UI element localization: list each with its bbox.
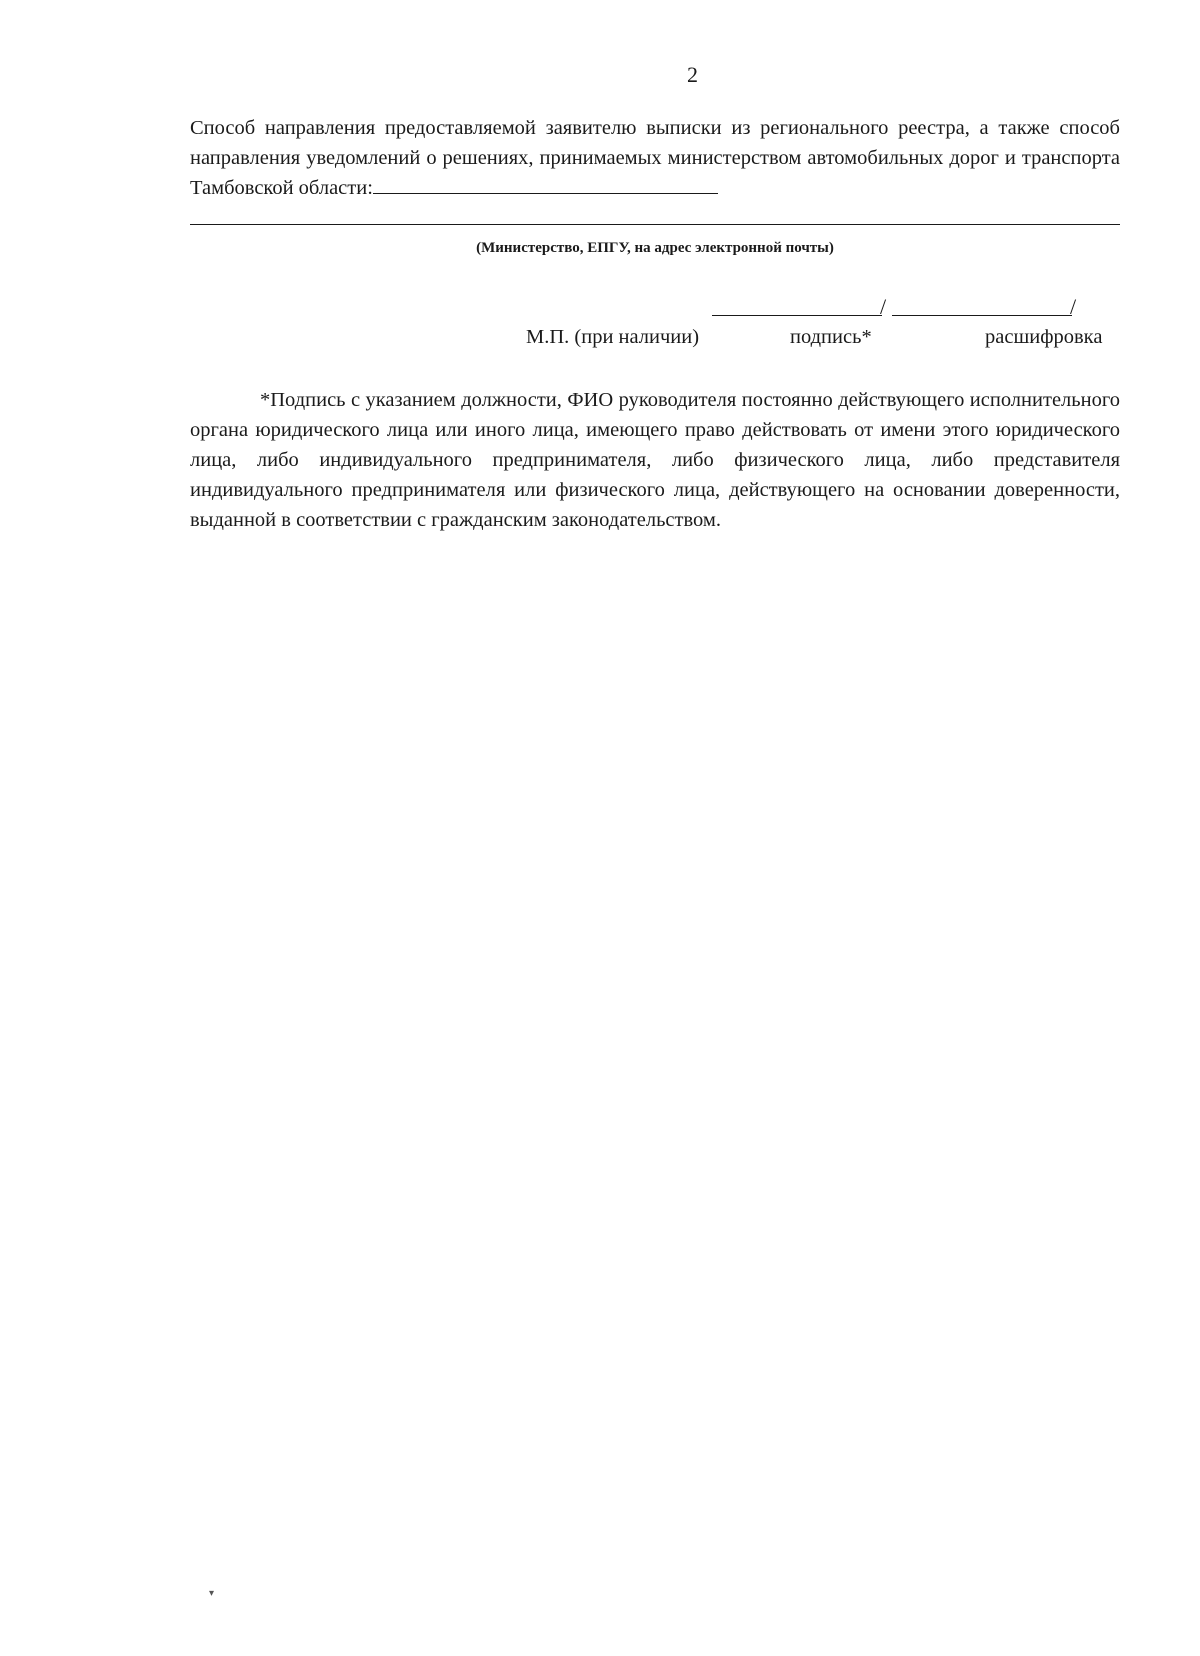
signature-separator: / xyxy=(880,294,887,319)
delivery-method-paragraph xyxy=(190,113,1120,203)
stamp-label: М.П. (при наличии) xyxy=(526,326,700,348)
delivery-method-fill-line-2[interactable] xyxy=(190,224,1120,225)
delivery-method-fill-line[interactable] xyxy=(373,173,718,194)
delivery-method-hint: (Министерство, ЕПГУ, на адрес электронной почты) xyxy=(476,240,834,256)
footnote-paragraph: *Подпись с указанием должности, ФИО руководителя постоянно действующего исполнительного органа юридического лица или иного лица, имеющего право действовать от имени этого юридического лица, либо индивидуального предпринимателя, либо физического лица, либо представителя индивидуального предпринимателя или физического лица, действующего на основании доверенности, выданной в соответствии с гражданским законодательством. xyxy=(190,389,1120,531)
scan-speck: ▾ xyxy=(209,1588,215,1599)
delivery-method-text: Способ направления предоставляемой заявителю выписки из регионального реестра, а также способ направления уведомлений о решениях, принимаемых министерством автомобильных дорог и транспорта Тамбовской области: xyxy=(190,117,1120,199)
decoding-label: расшифровка xyxy=(985,326,1103,348)
decoding-fill-line[interactable] xyxy=(892,315,1072,316)
page-number: 2 xyxy=(687,62,698,87)
signature-fill-line[interactable] xyxy=(712,315,882,316)
decoding-separator: / xyxy=(1070,294,1077,319)
signature-label: подпись* xyxy=(790,326,872,348)
signature-lines xyxy=(712,290,1092,319)
